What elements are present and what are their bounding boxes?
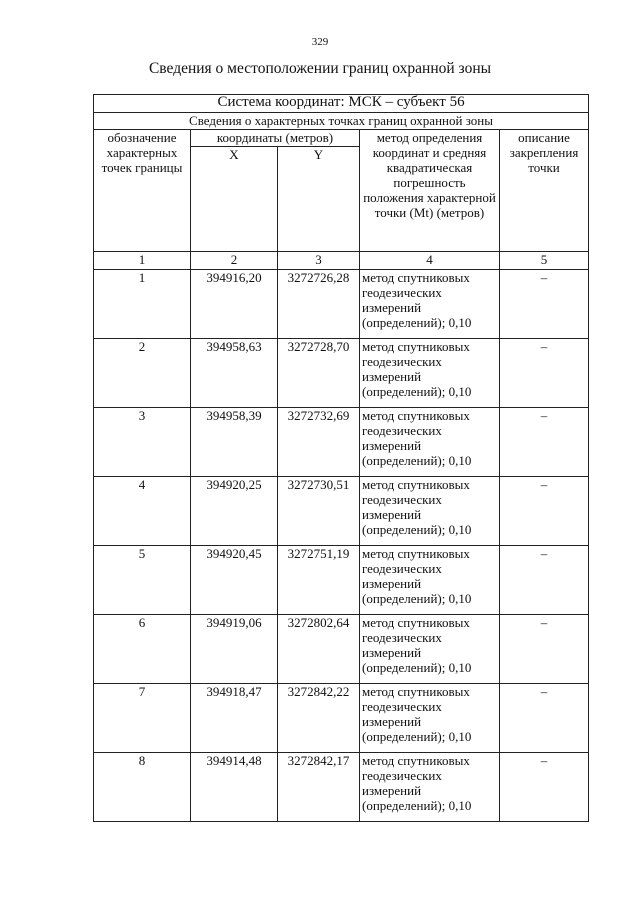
cell-description: – xyxy=(500,408,589,477)
table-row xyxy=(94,339,589,408)
column-number: 2 xyxy=(191,252,278,270)
cell-description: – xyxy=(500,339,589,408)
header-method: метод определения координат и средняя квадратическая погрешность положения характерной точки (Mt) (метров) xyxy=(360,130,500,252)
page-title: Сведения о местоположении границ охранной зоны xyxy=(148,60,492,77)
cell-method: метод спутниковых геодезических измерений (определений); 0,10 xyxy=(360,684,500,753)
cell-x: 394919,06 xyxy=(191,615,278,684)
header-description: описание закрепления точки xyxy=(500,130,589,252)
cell-point: 5 xyxy=(94,546,191,615)
cell-method: метод спутниковых геодезических измерений (определений); 0,10 xyxy=(360,477,500,546)
cell-y: 3272802,64 xyxy=(278,615,360,684)
cell-x: 394920,25 xyxy=(191,477,278,546)
cell-x: 394918,47 xyxy=(191,684,278,753)
section-heading: Сведения о характерных точках границ охранной зоны xyxy=(94,113,589,130)
coordinate-system: Система координат: МСК – субъект 56 xyxy=(94,95,589,113)
cell-method: метод спутниковых геодезических измерений (определений); 0,10 xyxy=(360,546,500,615)
cell-y: 3272751,19 xyxy=(278,546,360,615)
cell-y: 3272728,70 xyxy=(278,339,360,408)
cell-x: 394920,45 xyxy=(191,546,278,615)
column-numbers-row xyxy=(94,252,589,270)
cell-method: метод спутниковых геодезических измерений (определений); 0,10 xyxy=(360,408,500,477)
header-x: X xyxy=(191,147,278,252)
column-number: 4 xyxy=(360,252,500,270)
cell-point: 1 xyxy=(94,270,191,339)
cell-point: 3 xyxy=(94,408,191,477)
cell-description: – xyxy=(500,270,589,339)
header-y: Y xyxy=(278,147,360,252)
table-row xyxy=(94,270,589,339)
cell-method: метод спутниковых геодезических измерений (определений); 0,10 xyxy=(360,270,500,339)
cell-x: 394958,39 xyxy=(191,408,278,477)
cell-description: – xyxy=(500,684,589,753)
cell-description: – xyxy=(500,477,589,546)
table-row xyxy=(94,684,589,753)
cell-point: 7 xyxy=(94,684,191,753)
cell-point: 4 xyxy=(94,477,191,546)
cell-description: – xyxy=(500,615,589,684)
cell-x: 394958,63 xyxy=(191,339,278,408)
table-row xyxy=(94,546,589,615)
table-row xyxy=(94,615,589,684)
table-row xyxy=(94,477,589,546)
cell-method: метод спутниковых геодезических измерений (определений); 0,10 xyxy=(360,753,500,822)
cell-y: 3272732,69 xyxy=(278,408,360,477)
header-point: обозначение характерных точек границы xyxy=(94,130,191,252)
coordinates-table xyxy=(93,94,589,822)
cell-y: 3272726,28 xyxy=(278,270,360,339)
cell-description: – xyxy=(500,546,589,615)
header-coordinates: координаты (метров) xyxy=(191,130,360,147)
cell-x: 394914,48 xyxy=(191,753,278,822)
column-number: 1 xyxy=(94,252,191,270)
cell-method: метод спутниковых геодезических измерений (определений); 0,10 xyxy=(360,339,500,408)
cell-method: метод спутниковых геодезических измерений (определений); 0,10 xyxy=(360,615,500,684)
cell-point: 6 xyxy=(94,615,191,684)
cell-y: 3272842,17 xyxy=(278,753,360,822)
cell-point: 8 xyxy=(94,753,191,822)
cell-x: 394916,20 xyxy=(191,270,278,339)
table-row xyxy=(94,753,589,822)
cell-description: – xyxy=(500,753,589,822)
table-row xyxy=(94,408,589,477)
page-number: 329 xyxy=(311,36,329,48)
cell-point: 2 xyxy=(94,339,191,408)
cell-y: 3272842,22 xyxy=(278,684,360,753)
column-number: 5 xyxy=(500,252,589,270)
column-number: 3 xyxy=(278,252,360,270)
cell-y: 3272730,51 xyxy=(278,477,360,546)
